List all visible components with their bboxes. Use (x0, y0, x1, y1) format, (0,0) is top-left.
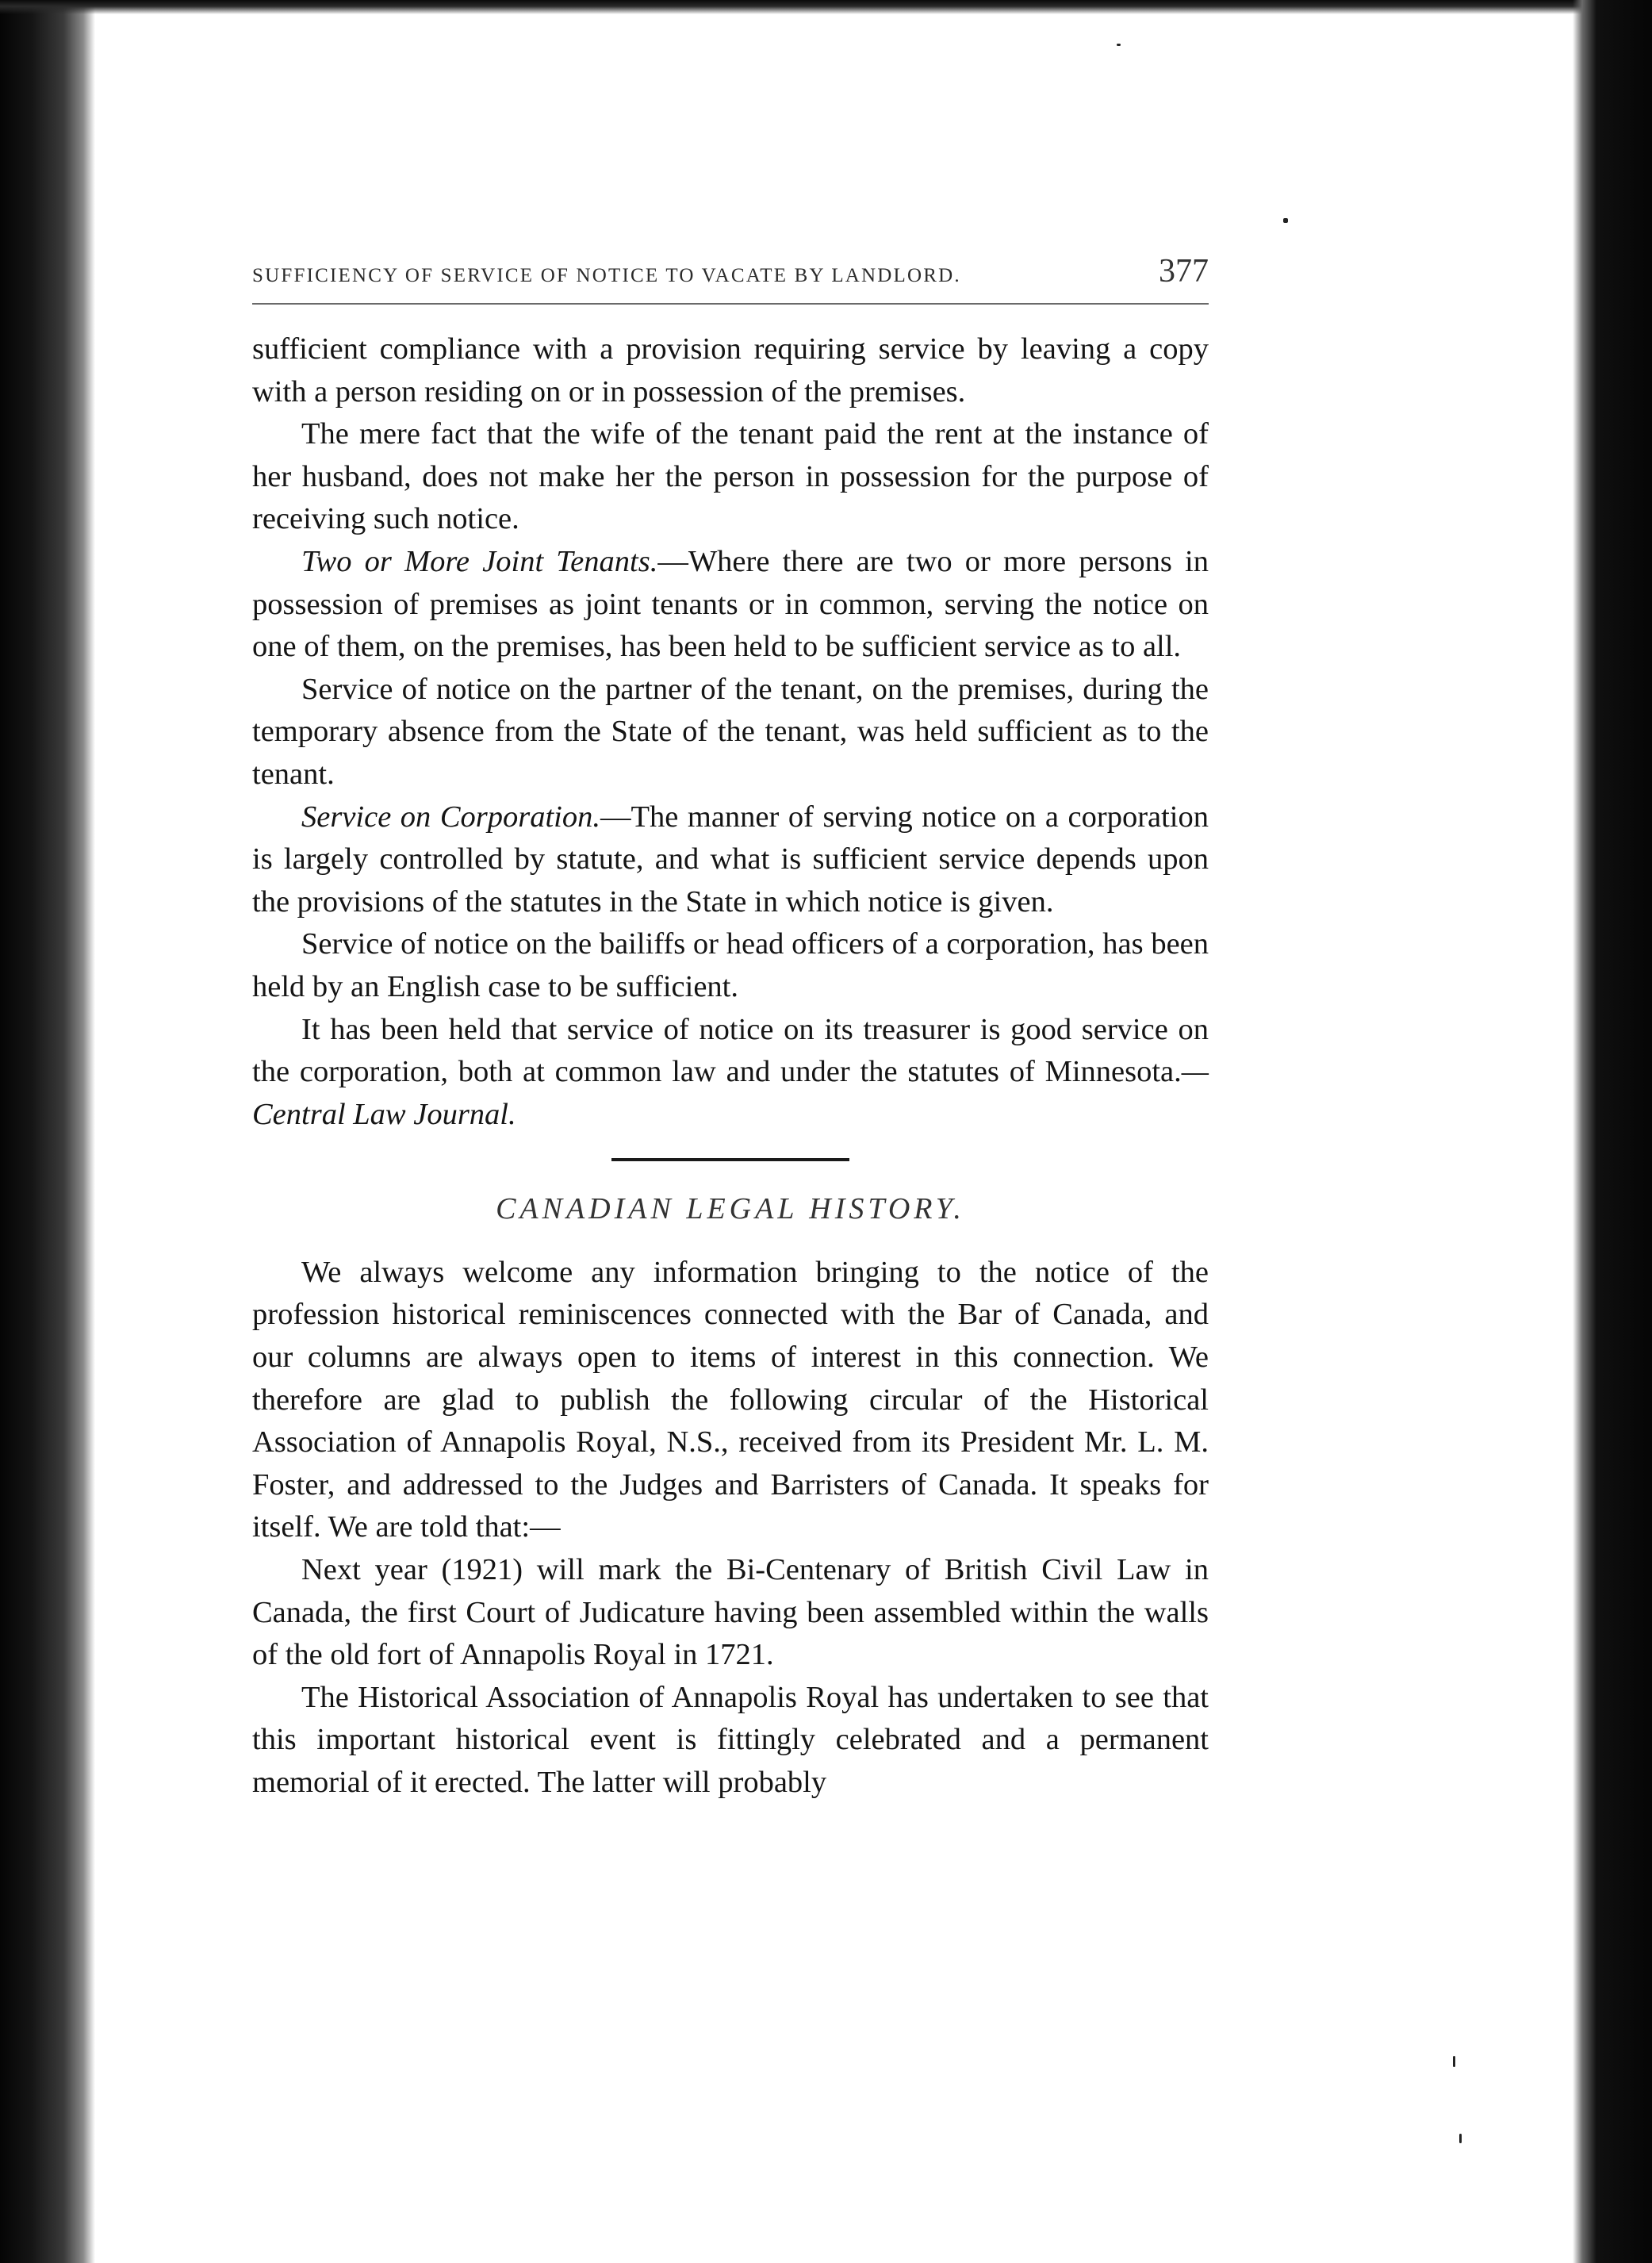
paragraph-heading: Two or More Joint Tenants. (301, 544, 658, 578)
paragraph (252, 1009, 1209, 1137)
section-divider (611, 1158, 849, 1161)
scan-speck (1283, 218, 1288, 223)
article-body (252, 328, 1209, 1805)
paragraph-heading: Service on Corporation. (301, 800, 600, 834)
scan-shadow-right (1573, 0, 1652, 2263)
paragraph: Service of notice on the partner of the tenant, on the premises, during the temporary absence from the State of the tenant, was held sufficient as to the tenant. (252, 672, 1209, 791)
paragraph-text: It has been held that service of notice on its treasurer is good service on the corporation, both at common law and under the statutes of Minnesota. (252, 1012, 1209, 1089)
paragraph: The Historical Association of Annapolis Royal has undertaken to see that this important historical event is fittingly celebrated and a permanent memorial of it erected. The latter will probably (252, 1680, 1209, 1799)
paragraph (252, 796, 1209, 924)
scan-speck (1117, 44, 1121, 46)
paragraph (252, 541, 1209, 669)
page-number: 377 (1159, 253, 1209, 290)
source-citation: —Central Law Journal. (252, 1055, 1209, 1131)
paragraph-text: —Where there are two or more persons in possession of premises as joint tenants or in common, serving the notice on one of them, on the premises, has been held to be sufficient service as to all. (252, 544, 1209, 664)
paragraph: Service of notice on the bailiffs or head officers of a corporation, has been held by an English case to be sufficient. (252, 927, 1209, 1003)
document-page (252, 252, 1209, 1805)
section-title: CANADIAN LEGAL HISTORY. (496, 1192, 965, 1226)
paragraph: The mere fact that the wife of the tenant paid the rent at the instance of her husband, does not make her the person in possession for the purpose of receiving such notice. (252, 417, 1209, 536)
paragraph: Next year (1921) will mark the Bi-Centenary of British Civil Law in Canada, the first Court of Judicature having been assembled within the walls of the old fort of Annapolis Royal in 1721. (252, 1553, 1209, 1672)
running-head-title: SUFFICIENCY OF SERVICE OF NOTICE TO VACATE BY LANDLORD. (252, 265, 961, 286)
running-head (252, 252, 1209, 305)
paragraph: We always welcome any information bringing to the notice of the profession historical reminiscences connected with the Bar of Canada, and our columns are always open to items of interest in this connection. We therefore are glad to publish the following circular of the Historical Association of Annapolis Royal, N.S., received from its President Mr. L. M. Foster, and addressed to the Judges and Barristers of Canada. It speaks for itself. We are told that:— (252, 1255, 1209, 1544)
scan-speck (1459, 2134, 1462, 2143)
paragraph: sufficient compliance with a provision requiring service by leaving a copy with a person residing on or in possession of the premises. (252, 332, 1209, 408)
scan-speck (1453, 2056, 1455, 2067)
scan-shadow-top (0, 0, 1652, 14)
paragraph-text: —The manner of serving notice on a corporation is largely controlled by statute, and what is sufficient service depends upon the provisions of the statutes in the State in which notice is given. (252, 800, 1209, 919)
scan-shadow-left (0, 0, 95, 2263)
